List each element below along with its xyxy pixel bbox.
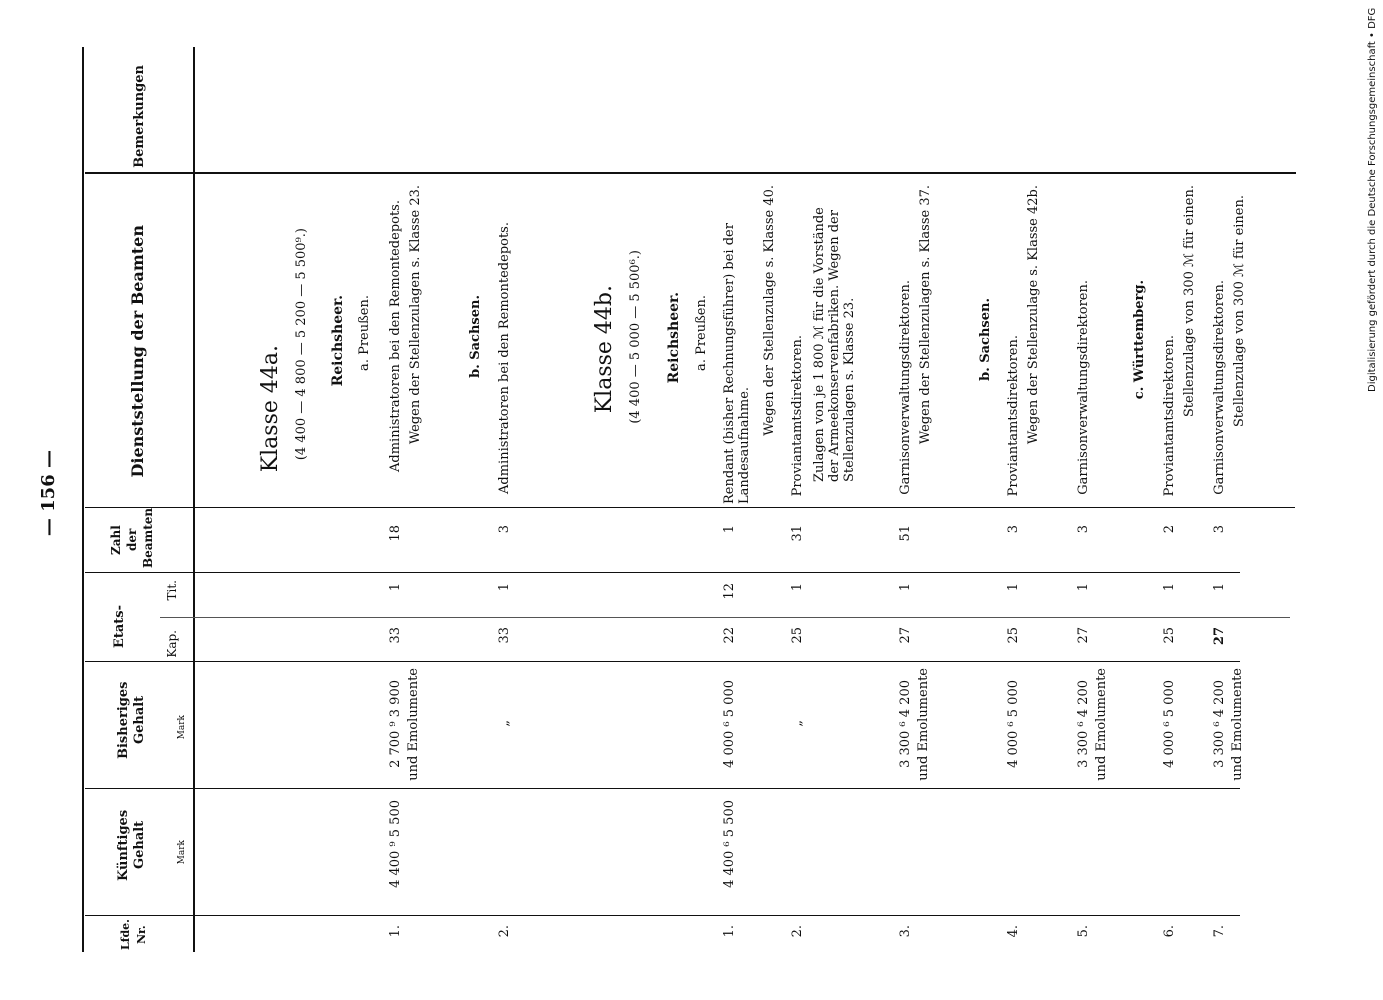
class-44b-range: (4 400 — 5 000 — 5 500⁶.): [628, 250, 643, 424]
row-b1-kap: 22: [722, 627, 737, 644]
row-b1-dienst: Rendant (bisher Rechnungsführer) bei der Landesaufnahme.: [722, 223, 752, 504]
row-b7-bisher2: und Emolumente: [1230, 668, 1245, 781]
row-b3-nr: 3.: [898, 925, 913, 938]
page-number: — 156 —: [38, 450, 59, 537]
row-a1-kap: 33: [388, 627, 403, 644]
sub-preussen-a: a. Preußen.: [357, 295, 372, 371]
row-b3-kap: 27: [898, 627, 913, 644]
row-b2-tit: 1: [790, 583, 805, 592]
row-b4-zahl: 3: [1006, 525, 1021, 534]
class-44a-title: Klasse 44a.: [258, 345, 283, 473]
row-b7-dienst2: Stellenzulage von 300 ℳ für einen.: [1232, 195, 1247, 428]
row-b7-kap: 27: [1212, 627, 1227, 646]
header-kuenftiges-unit: Mark: [177, 840, 187, 865]
col-divider-bisher: [85, 788, 1240, 789]
col-divider-bem: [85, 172, 1295, 174]
col-divider-zahl: [85, 572, 1240, 573]
row-a1-tit: 1: [388, 583, 403, 592]
row-b3-bisher: 3 300 ⁶ 4 200: [898, 680, 913, 768]
row-b1-tit: 12: [722, 583, 737, 600]
dfg-credit: Digitalisierung gefördert durch die Deutsche Forschungsgemeinschaft • DFG: [1367, 7, 1378, 392]
col-divider-etats: [85, 661, 1240, 662]
heading-reichsheer-b: Reichsheer.: [666, 292, 682, 384]
row-b6-nr: 6.: [1162, 925, 1177, 938]
header-bisheriges-unit: Mark: [177, 715, 187, 740]
header-kuenftiges: Künftiges Gehalt: [116, 809, 147, 881]
row-b2-bisher: „: [790, 720, 805, 727]
class-44a-range: (4 400 — 4 800 — 5 200 — 5 500⁹.): [294, 228, 309, 461]
header-tit: Tit.: [165, 580, 179, 601]
row-a1-zahl: 18: [388, 525, 403, 542]
header-etats: Etats-: [112, 605, 127, 649]
row-b2-kap: 25: [790, 627, 805, 644]
col-divider-kuenftig: [85, 915, 1240, 916]
row-b1-bisher: 4 000 ⁶ 5 000: [722, 680, 737, 768]
row-b4-tit: 1: [1006, 583, 1021, 592]
col-divider-dienst: [85, 507, 1295, 508]
row-b1-zahl: 1: [722, 525, 737, 534]
row-b5-kap: 27: [1076, 627, 1091, 644]
row-b4-bisher: 4 000 ⁶ 5 000: [1006, 680, 1021, 768]
row-b7-nr: 7.: [1212, 925, 1227, 938]
row-b7-zahl: 3: [1212, 525, 1227, 534]
row-a2-tit: 1: [497, 583, 512, 592]
header-dienststellung: Dienststellung der Beamten: [128, 225, 147, 478]
row-b4-dienst2: Wegen der Stellenzulage s. Klasse 42b.: [1026, 185, 1041, 445]
header-zahl: Zahl der Beamten: [109, 507, 155, 568]
row-b7-tit: 1: [1212, 583, 1227, 592]
row-a1-dienst: Administratoren bei den Remontedepots.: [388, 200, 403, 472]
heading-reichsheer-a: Reichsheer.: [330, 295, 346, 387]
row-b4-kap: 25: [1006, 627, 1021, 644]
row-b3-tit: 1: [898, 583, 913, 592]
header-kap: Kap.: [165, 630, 179, 658]
row-b6-zahl: 2: [1162, 525, 1177, 534]
row-b5-bisher2: und Emolumente: [1094, 668, 1109, 781]
row-b2-dienst2: Zulagen von je 1 800 ℳ für die Vorstände der Armeekonservenfabriken. Wegen der Stellenzulagen s. Klasse 23.: [812, 207, 857, 482]
row-a1-bisher2: und Emolumente: [406, 668, 421, 781]
row-b2-dienst: Proviantamtsdirektoren.: [790, 335, 805, 497]
row-b4-dienst: Proviantamtsdirektoren.: [1006, 335, 1021, 497]
row-a1-kuenftig: 4 400 ⁹ 5 500: [388, 800, 403, 888]
frame-top: [82, 47, 84, 49]
sub-sachsen-b: b. Sachsen.: [978, 298, 993, 381]
row-b2-nr: 2.: [790, 925, 805, 938]
row-a1-bisher: 2 700 ⁹ 3 900: [388, 680, 403, 768]
row-a2-nr: 2.: [497, 925, 512, 938]
row-b6-kap: 25: [1162, 627, 1177, 644]
row-b5-tit: 1: [1076, 583, 1091, 592]
row-b5-zahl: 3: [1076, 525, 1091, 534]
frame-left: [82, 47, 84, 952]
sub-sachsen-a: b. Sachsen.: [468, 295, 483, 378]
row-b1-nr: 1.: [722, 925, 737, 938]
sub-preussen-b: a. Preußen.: [694, 295, 709, 371]
row-a2-dienst: Administratoren bei den Remontedepots.: [497, 222, 512, 494]
row-b1-dienst2: Wegen der Stellenzulage s. Klasse 40.: [762, 185, 777, 436]
row-b3-dienst: Garnisonverwaltungsdirektoren.: [898, 280, 913, 495]
row-b5-nr: 5.: [1076, 925, 1091, 938]
row-a1-dienst2: Wegen der Stellenzulagen s. Klasse 23.: [408, 185, 423, 445]
row-a2-zahl: 3: [497, 525, 512, 534]
row-b2-zahl: 31: [790, 525, 805, 542]
row-a2-kap: 33: [497, 627, 512, 644]
sub-wuerttemberg: c. Württemberg.: [1132, 280, 1147, 400]
row-b4-nr: 4.: [1006, 925, 1021, 938]
col-divider-kaptit: [160, 617, 1290, 618]
row-b7-dienst: Garnisonverwaltungsdirektoren.: [1212, 280, 1227, 495]
row-b3-zahl: 51: [898, 525, 913, 542]
row-b5-dienst: Garnisonverwaltungsdirektoren.: [1076, 280, 1091, 495]
class-44b-title: Klasse 44b.: [592, 285, 617, 414]
row-b1-kuenftig: 4 400 ⁶ 5 500: [722, 800, 737, 888]
row-b3-dienst2: Wegen der Stellenzulagen s. Klasse 37.: [918, 185, 933, 445]
row-b5-bisher: 3 300 ⁶ 4 200: [1076, 680, 1091, 768]
header-bisheriges: Bisheriges Gehalt: [116, 681, 147, 759]
row-a2-bisher: „: [497, 720, 512, 727]
header-bemerkungen: Bemerkungen: [132, 65, 147, 168]
row-b3-bisher2: und Emolumente: [916, 668, 931, 781]
row-b6-dienst: Proviantamtsdirektoren.: [1162, 335, 1177, 497]
header-lfde-nr: Lfde. Nr.: [119, 919, 148, 950]
header-row-divider: [193, 47, 195, 952]
row-b6-bisher: 4 000 ⁶ 5 000: [1162, 680, 1177, 768]
row-a1-nr: 1.: [388, 925, 403, 938]
row-b7-bisher: 3 300 ⁶ 4 200: [1212, 680, 1227, 768]
row-b6-tit: 1: [1162, 583, 1177, 592]
row-b6-dienst2: Stellenzulage von 300 ℳ für einen.: [1182, 185, 1197, 418]
